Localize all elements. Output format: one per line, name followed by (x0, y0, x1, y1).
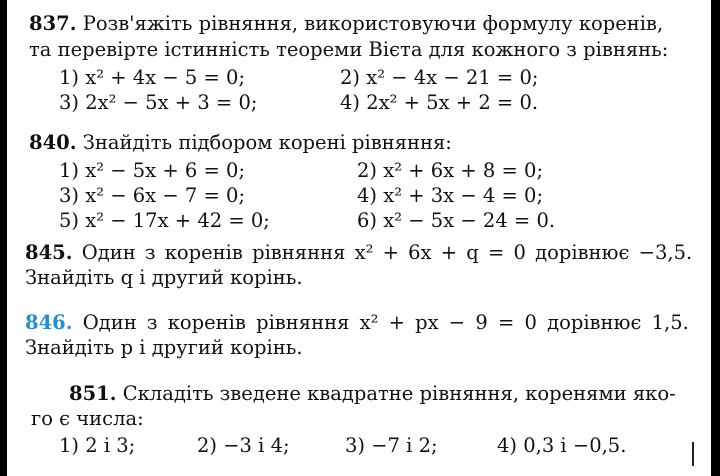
problem-845-line-1 (25, 241, 692, 265)
problem-845-number: 845. (25, 241, 73, 264)
problem-851-number: 851. (69, 382, 117, 405)
problem-846-line-1 (25, 311, 689, 335)
problem-840-item-2: 2) x² + 6x + 8 = 0; (357, 159, 544, 182)
problem-837-text-1: Розв'яжіть рівняння, використовуючи формулу коренів, (82, 12, 664, 35)
problem-845-text-1: Один з коренів рівняння x² + 6x + q = 0 дорівнює −3,5. (81, 241, 693, 264)
problem-851-item-1: 1) 2 і 3; (59, 434, 136, 457)
problem-837-number: 837. (29, 12, 77, 35)
problem-840-item-4: 4) x² + 3x − 4 = 0; (357, 184, 544, 207)
problem-851-item-2: 2) −3 і 4; (197, 434, 290, 457)
problem-846-text-1: Один з коренів рівняння x² + px − 9 = 0 дорівнює 1,5. (82, 311, 689, 334)
problem-851-line-1 (69, 382, 676, 406)
problem-840-text: Знайдіть підбором корені рівняння: (82, 131, 452, 154)
problem-851-item-4: 4) 0,3 і −0,5. (497, 434, 627, 457)
problem-837-item-3: 3) 2x² − 5x + 3 = 0; (59, 91, 258, 114)
problem-840-item-6: 6) x² − 5x − 24 = 0. (357, 209, 556, 232)
textbook-page (7, 0, 711, 476)
problem-846-line-2: Знайдіть p і другий корінь. (25, 336, 303, 359)
problem-840-item-1: 1) x² − 5x + 6 = 0; (59, 159, 246, 182)
problem-840-number: 840. (29, 131, 77, 154)
problem-840-item-3: 3) x² − 6x − 7 = 0; (59, 184, 246, 207)
problem-846-number: 846. (25, 311, 73, 334)
problem-837-line-2: та перевірте істинність теореми Вієта для кожного з рівнянь: (29, 38, 669, 61)
problem-845-line-2: Знайдіть q і другий корінь. (25, 266, 303, 289)
problem-837-item-4: 4) 2x² + 5x + 2 = 0. (340, 91, 539, 114)
problem-840-line-1 (29, 131, 452, 155)
problem-837-line-1 (29, 12, 663, 36)
text-cursor-mark (692, 442, 694, 466)
problem-837-item-2: 2) x² − 4x − 21 = 0; (340, 66, 539, 89)
problem-851-item-3: 3) −7 і 2; (345, 434, 438, 457)
problem-851-line-2: го є числа: (31, 407, 144, 430)
problem-851-text-1: Складіть зведене квадратне рівняння, коренями яко- (122, 382, 676, 405)
problem-837-item-1: 1) x² + 4x − 5 = 0; (59, 66, 246, 89)
problem-840-item-5: 5) x² − 17x + 42 = 0; (59, 209, 270, 232)
